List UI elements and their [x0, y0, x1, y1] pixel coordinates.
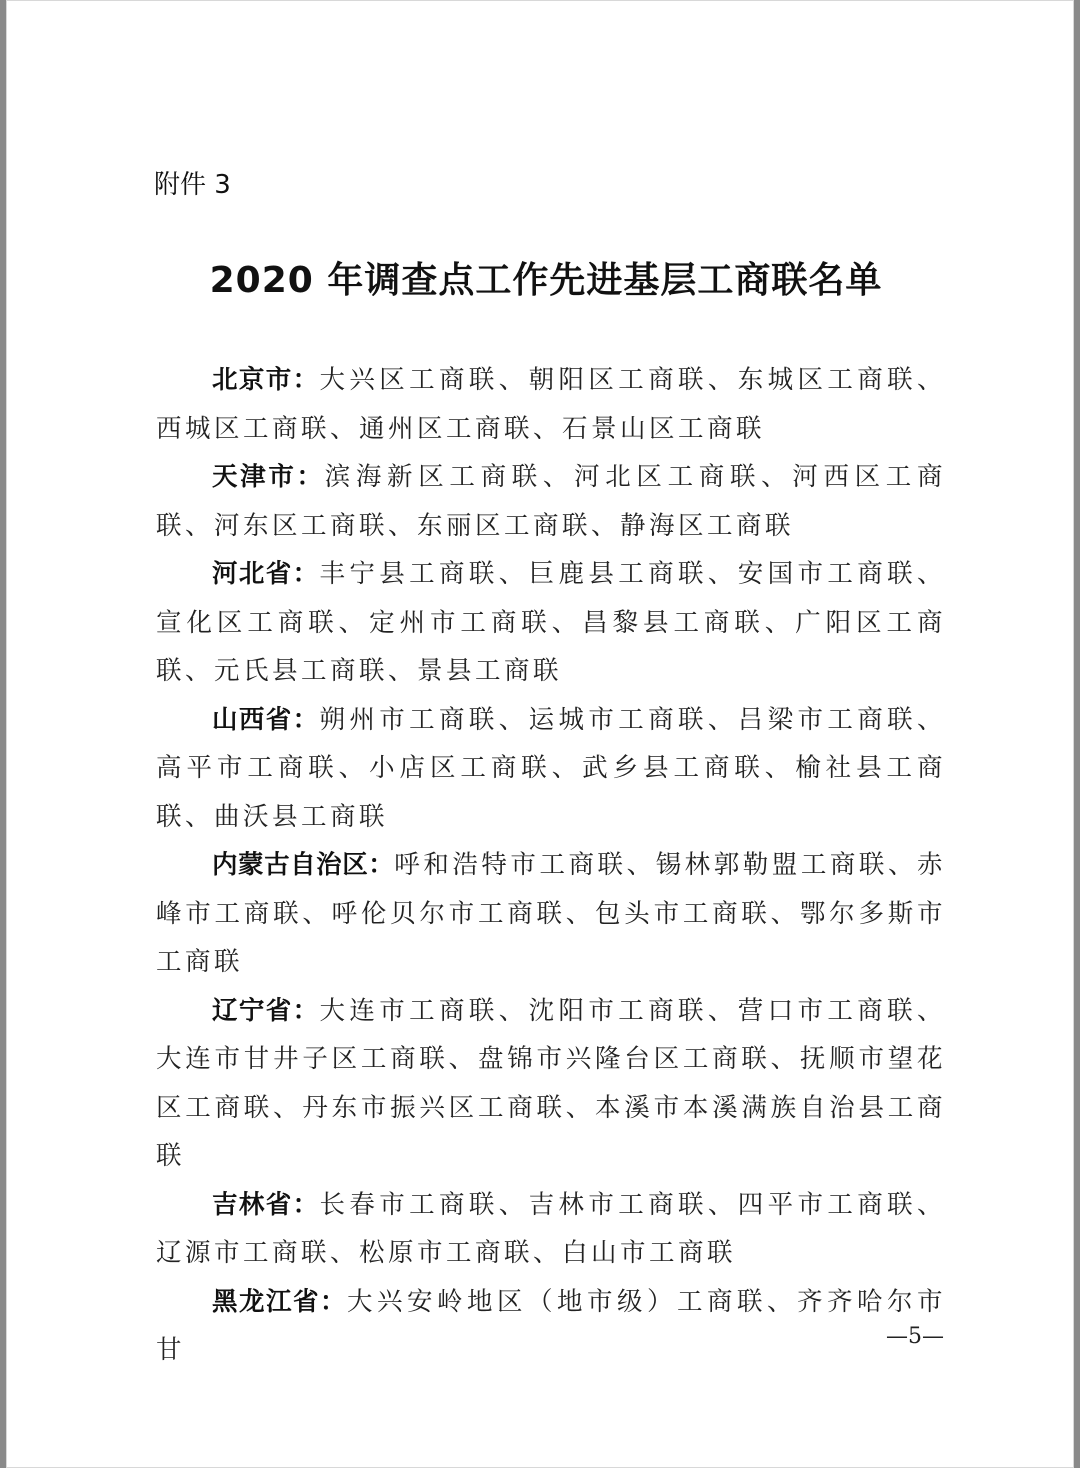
- entry-list: [156, 356, 946, 1375]
- region-label: 内蒙古自治区：: [212, 850, 395, 880]
- entry-heilongjiang: [156, 1278, 946, 1375]
- region-label: 黑龙江省：: [212, 1286, 347, 1317]
- region-units: 丰宁县工商联、巨鹿县工商联、安国市工商联、宣化区工商联、定州市工商联、昌黎县工商联、广阳区工商联、元氏县工商联、景县工商联: [156, 559, 946, 686]
- page-number: —5—: [886, 1324, 944, 1349]
- attachment-label: 附件 3: [154, 170, 231, 200]
- region-label: 北京市：: [212, 365, 320, 395]
- region-label: 辽宁省：: [212, 995, 320, 1026]
- entry-hebei: [156, 550, 946, 696]
- region-label: 山西省：: [212, 704, 320, 735]
- region-units: 大兴区工商联、朝阳区工商联、东城区工商联、西城区工商联、通州区工商联、石景山区工商联: [156, 365, 946, 444]
- region-units: 滨海新区工商联、河北区工商联、河西区工商联、河东区工商联、东丽区工商联、静海区工商联: [156, 462, 946, 541]
- entry-jilin: [156, 1181, 946, 1278]
- region-label: 天津市：: [212, 462, 325, 492]
- entry-tianjin: [156, 453, 946, 550]
- document-page: [6, 0, 1074, 1468]
- document-title: 2020 年调查点工作先进基层工商联名单: [209, 260, 883, 301]
- region-units: 长春市工商联、吉林市工商联、四平市工商联、辽源市工商联、松原市工商联、白山市工商联: [156, 1189, 946, 1268]
- region-label: 吉林省：: [212, 1189, 320, 1220]
- entry-shanxi: [156, 696, 946, 842]
- entry-liaoning: [156, 987, 946, 1181]
- region-label: 河北省：: [212, 559, 320, 589]
- entry-inner-mongolia: [156, 841, 946, 987]
- region-units: 大连市工商联、沈阳市工商联、营口市工商联、大连市甘井子区工商联、盘锦市兴隆台区工商联、抚顺市望花区工商联、丹东市振兴区工商联、本溪市本溪满族自治县工商联: [156, 995, 946, 1171]
- region-units: 呼和浩特市工商联、锡林郭勒盟工商联、赤峰市工商联、呼伦贝尔市工商联、包头市工商联、鄂尔多斯市工商联: [156, 850, 946, 977]
- region-units: 大兴安岭地区（地市级）工商联、齐齐哈尔市甘: [156, 1286, 946, 1365]
- region-units: 朔州市工商联、运城市工商联、吕梁市工商联、高平市工商联、小店区工商联、武乡县工商联、榆社县工商联、曲沃县工商联: [156, 704, 946, 832]
- entry-beijing: [156, 356, 946, 453]
